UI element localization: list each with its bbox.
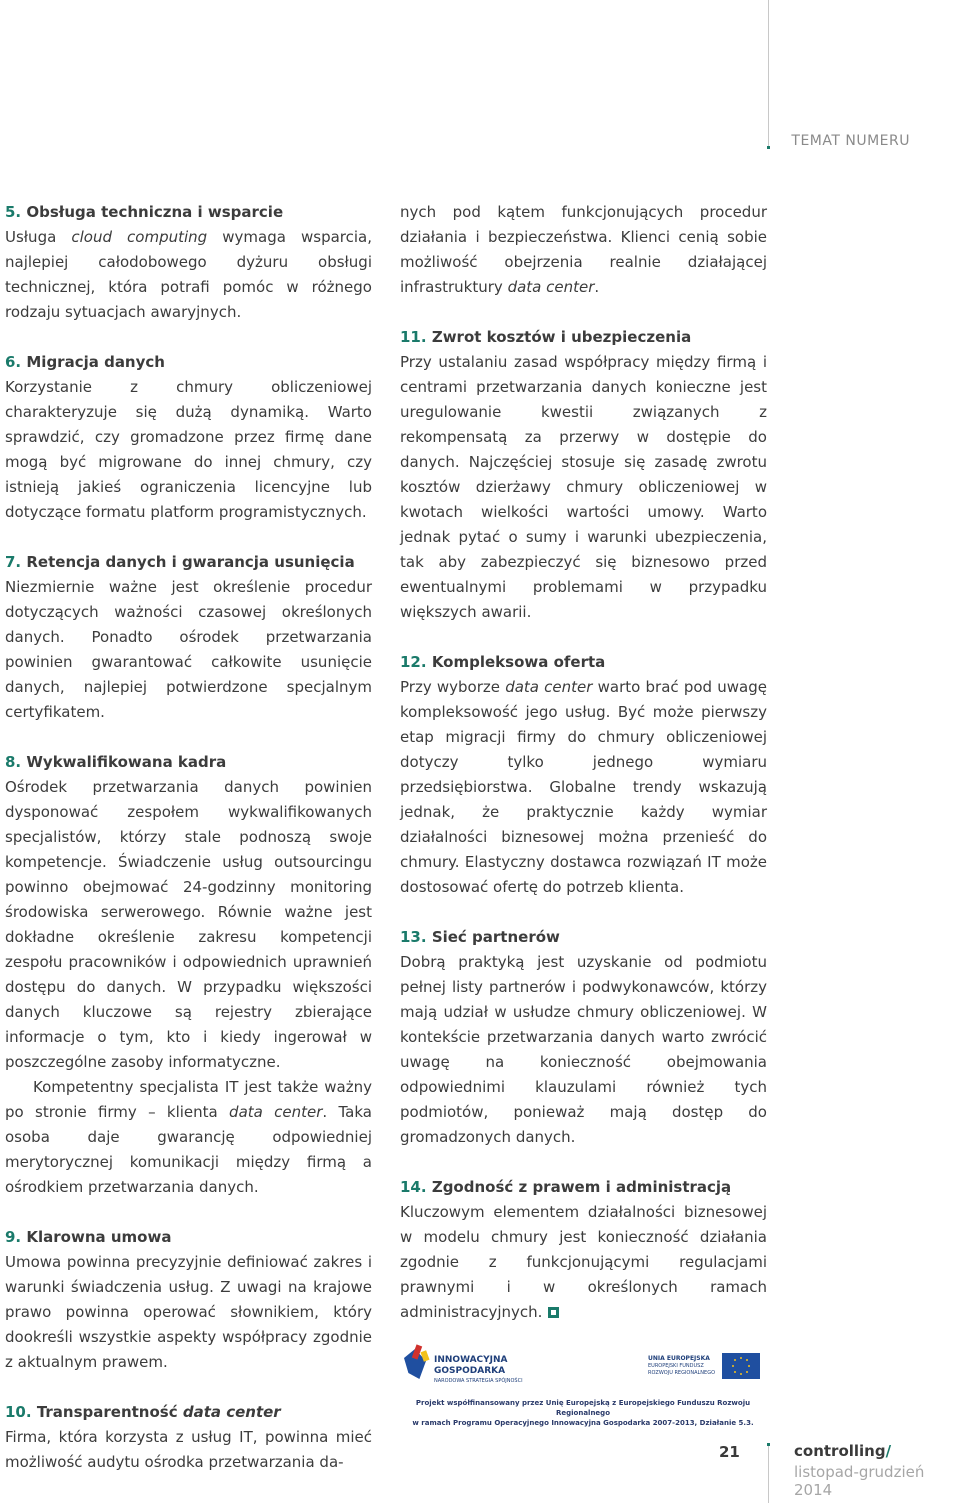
section-9-heading [5,1225,372,1250]
section-7-body: Niezmiernie ważne jest określenie procedur dotyczących ważności czasowej określonych danych. Ponadto ośrodek przetwarzania powinien gwarantować całkowite usunięcie danych, najlepiej potwierdzone specjalnym certyfikatem. [5,578,372,721]
section-11-body: Przy ustalaniu zasad współpracy między firmą i centrami przetwarzania danych konieczne jest uregulowanie kwestii związanych z rekompensatą za przerwy w dostępie do danych. Najczęściej stosuje się zasadę zwrotu kosztów dzierżawy chmury obliczeniowej w kwotach wielkości wartości umowy. Warto jednak pytać o sumy i warunki ubezpieczenia, tak aby zabezpieczyć się biznesowo przed ewentualnymi problemami w przypadku większych awarii. [400,353,767,621]
section-5 [5,200,372,325]
eu-logo-line3: ROZWOJU REGIONALNEGO [648,1370,716,1376]
eu-logo-line1: UNIA EUROPEJSKA [648,1355,710,1362]
innowacyjna-gospodarka-logo [400,1343,550,1391]
section-title: Migracja danych [26,353,165,371]
section-9 [5,1225,372,1375]
section-number: 8. [5,753,22,771]
section-14-heading [400,1175,767,1200]
end-of-article-icon [548,1307,559,1318]
section-title: Zgodność z prawem i administracją [431,1178,732,1196]
section-6 [5,350,372,525]
section-number: 5. [5,203,22,221]
section-6-body: Korzystanie z chmury obliczeniowej charakteryzuje się dużą dynamiką. Warto sprawdzić, czy gromadzone przez firmę dane mogą być migrowane do innej chmury, czy istnieją jakieś ograniczenia licencyjne lub dotyczące formatu platform programistycznych. [5,378,372,521]
section-5-body: Usługa cloud computing wymaga wsparcia, najlepiej całodobowego dyżuru obsługi technicznej, która potrafi pomóc w różnego rodzaju sytuacjach awaryjnych. [5,228,373,321]
eu-flag-icon [722,1353,760,1379]
section-title: Kompleksowa oferta [431,653,606,671]
section-title: Klarowna umowa [26,1228,172,1246]
section-5-heading [5,200,372,225]
section-11-heading [400,325,767,350]
section-title: Zwrot kosztów i ubezpieczenia [431,328,692,346]
section-12-heading [400,650,767,675]
section-6-heading [5,350,372,375]
magazine-title: controlling/ [794,1442,892,1460]
section-number: 6. [5,353,22,371]
column-right [400,200,767,1350]
section-13-body: Dobrą praktyką jest uzyskanie od podmiotu pełnej listy partnerów i podwykonawców, którzy mają udział w usłudze chmury obliczeniowej. W kontekście przetwarzania danych warto zwrócić uwagę na konieczność obejmowania odpowiednimi klauzulami również tych podmiotów, ponieważ mają dostęp do gromadzonych danych. [400,953,767,1146]
section-label: TEMAT NUMERU [791,133,910,149]
section-10-body-continued: nych pod kątem funkcjonujących procedur działania i bezpieczeństwa. Klienci cenią sobie możliwość obejrzenia realnie działającej infrastruktury data center. [400,203,767,296]
section-title: Wykwalifikowana kadra [26,753,227,771]
section-8-body-2: Kompetentny specjalista IT jest także ważny po stronie firmy – klienta data center. Taka osoba daje gwarancję odpowiedniej merytorycznej komunikacji między firmą a ośrodkiem przetwarzania danych. [5,1078,372,1196]
footer-rule [768,1445,769,1503]
section-8 [5,750,372,1200]
section-number: 7. [5,553,22,571]
section-13 [400,925,767,1150]
section-title: Obsługa techniczna i wsparcie [26,203,284,221]
section-14-body: Kluczowym elementem działalności biznesowej w modelu chmury jest konieczność działania zgodnie z funkcjonującymi regulacjami prawnymi i w określonych ramach administracyjnych. [400,1203,767,1321]
section-13-heading [400,925,767,950]
section-10-continued [400,200,767,300]
header-rule-dot [767,146,770,149]
section-number: 14. [400,1178,427,1196]
section-7-heading [5,550,372,575]
section-title: Sieć partnerów [431,928,560,946]
section-10-body: Firma, która korzysta z usług IT, powinna mieć możliwość audytu ośrodka przetwarzania da- [5,1428,372,1471]
project-line-2: w ramach Programu Operacyjnego Innowacyjna Gospodarka 2007-2013, Działanie 5.3. [412,1419,754,1427]
project-line-1: Projekt współfinansowany przez Unię Europejską z Europejskiego Funduszu Rozwoju Regionalnego [415,1399,751,1417]
section-number: 10. [5,1403,32,1421]
footer-rule-dot [767,1443,770,1446]
section-number: 11. [400,328,427,346]
section-number: 13. [400,928,427,946]
section-title: Retencja danych i gwarancja usunięcia [26,553,355,571]
page-number: 21 [719,1443,740,1461]
issue-date: listopad-grudzień 2014 [794,1463,925,1499]
eu-logo [648,1353,768,1383]
eu-funding-banner [398,1343,768,1427]
ig-logo-line1: INNOWACYJNA [434,1355,508,1365]
section-14 [400,1175,767,1325]
section-10 [5,1400,372,1475]
section-7 [5,550,372,725]
header-rule [768,0,769,148]
section-number: 12. [400,653,427,671]
section-11 [400,325,767,625]
section-12 [400,650,767,900]
project-funding-note [398,1398,768,1428]
section-10-heading: 10. Transparentność data center [5,1403,281,1421]
section-12-body: Przy wyborze data center warto brać pod uwagę kompleksowość jego usług. Być może pierwszy etap migracji firmy do chmury obliczeniowej dotyczy tylko jednego wymiaru przedsiębiorstwa. Globalne trendy wskazują jednak, że praktycznie każdy wymiar działalności biznesowej można przenieść do chmury. Elastyczny dostawca rozwiązań IT może dostosować ofertę do potrzeb klienta. [400,678,767,896]
section-8-body: Ośrodek przetwarzania danych powinien dysponować zespołem wykwalifikowanych specjalistów, którzy stale podnoszą swoje kompetencje. Świadczenie usług outsourcingu powinno obejmować 24-godzinny monitoring środowiska serwerowego. Równie ważne jest dokładne określenie zakresu kompetencji zespołu pracowników i odpowiednich uprawnień dostępu do danych. W przypadku większości danych kluczowe są rejestry zbierające informacje o tym, kto i kiedy ingerował w poszczególne zasoby informatyczne. [5,778,372,1071]
section-8-heading [5,750,372,775]
column-left [5,200,372,1500]
section-9-body: Umowa powinna precyzyjnie definiować zakres i warunki świadczenia usług. Z uwagi na krajowe prawo powinna operować słownikiem, który dookreśli wszystkie aspekty współpracy zgodnie z aktualnym prawem. [5,1253,372,1371]
ig-logo-line3: NARODOWA STRATEGIA SPÓJNOŚCI [434,1378,523,1384]
ig-logo-line2: GOSPODARKA [434,1366,506,1376]
section-number: 9. [5,1228,22,1246]
eu-logo-line2: EUROPEJSKI FUNDUSZ [648,1363,704,1369]
section-title: Transparentność [36,1403,183,1421]
